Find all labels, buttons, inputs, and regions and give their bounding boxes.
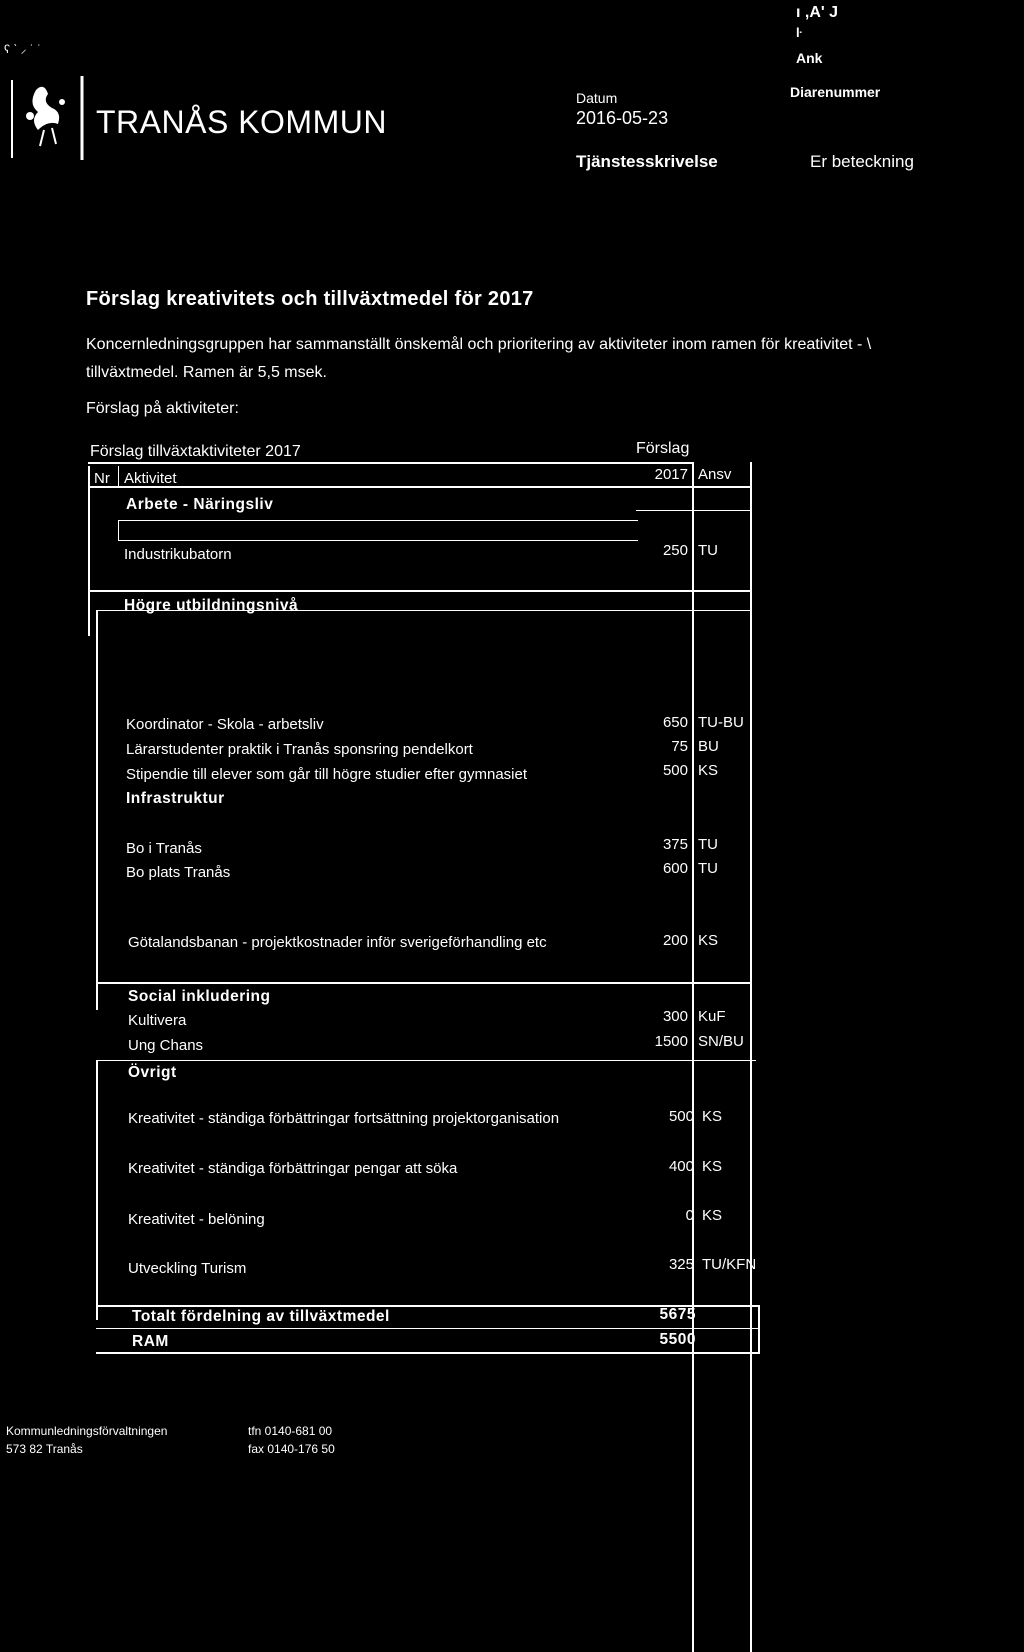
col-header-ansv: Ansv	[698, 466, 732, 483]
footer-address: 573 82 Tranås	[6, 1442, 83, 1456]
row-ansv: TU	[698, 836, 718, 853]
row-label: Kreativitet - ständiga förbättringar pengar att söka	[128, 1160, 458, 1177]
row-ansv: SN/BU	[698, 1033, 744, 1050]
section-label: Arbete - Näringsliv	[126, 496, 274, 513]
row-value: 75	[671, 738, 688, 755]
row-value: 200	[662, 932, 688, 949]
row-label: Kultivera	[128, 1012, 187, 1029]
total-label: Totalt fördelning av tillväxtmedel	[132, 1308, 390, 1325]
row-ansv: KS	[698, 932, 719, 949]
col-header-year: 2017	[654, 466, 688, 483]
section-label: Högre utbildningsnivå	[124, 597, 299, 614]
paragraph-line-3: Förslag på aktiviteter:	[86, 400, 239, 417]
corner-text-3: Ank	[796, 50, 823, 66]
row-label: Kreativitet - belöning	[128, 1211, 265, 1228]
row-value: 650	[662, 714, 688, 731]
row-label: Stipendie till elever som går till högre studier efter gymnasiet	[126, 766, 528, 783]
footer-org: Kommunledningsförvaltningen	[6, 1424, 168, 1438]
row-ansv: KuF	[698, 1008, 726, 1025]
date-value: 2016-05-23	[576, 108, 669, 128]
row-ansv: TU	[698, 542, 718, 559]
corner-text-1: ı ,A' J	[796, 4, 839, 21]
row-label: Ung Chans	[128, 1037, 204, 1054]
section-label: Social inkludering	[128, 988, 271, 1005]
ram-label: RAM	[132, 1333, 169, 1350]
table-title: Förslag tillväxtaktiviteter 2017	[90, 443, 301, 460]
forslag-header: Förslag	[636, 440, 690, 457]
document-type: Tjänstesskrivelse	[576, 152, 718, 171]
row-value: 375	[662, 836, 688, 853]
row-ansv: BU	[698, 738, 719, 755]
municipality-logo	[8, 72, 88, 162]
row-ansv: KS	[698, 762, 719, 779]
row-value: 1500	[654, 1033, 688, 1050]
footer-fax: fax 0140-176 50	[248, 1442, 335, 1456]
footer-phone: tfn 0140-681 00	[248, 1424, 333, 1438]
row-label: Koordinator - Skola - arbetsliv	[126, 716, 324, 733]
municipality-name: TRANÅS KOMMUN	[96, 104, 387, 140]
row-ansv: TU	[698, 860, 718, 877]
row-label: Lärarstudenter praktik i Tranås sponsring pendelkort	[126, 741, 473, 758]
row-value: 325	[668, 1256, 694, 1273]
corner-text-2: ŀ	[796, 25, 803, 40]
row-ansv: KS	[702, 1108, 723, 1125]
total-value: 5675	[659, 1306, 696, 1323]
row-value: 500	[668, 1108, 694, 1125]
paragraph-line-1: Koncernledningsgruppen har sammanställt önskemål och prioritering av aktiviteter inom ramen för kreativitet - \	[86, 336, 872, 353]
row-label: Utveckling Turism	[128, 1260, 247, 1277]
row-value: 600	[662, 860, 688, 877]
row-label: Kreativitet - ständiga förbättringar fortsättning projektorganisation	[128, 1110, 560, 1127]
col-header-aktivitet: Aktivitet	[124, 470, 177, 487]
row-ansv: KS	[702, 1158, 723, 1175]
section-label: Infrastruktur	[126, 790, 225, 807]
row-label: Industrikubatorn	[124, 546, 232, 563]
row-ansv: TU-BU	[698, 714, 744, 731]
row-ansv: KS	[702, 1207, 723, 1224]
row-value: 500	[662, 762, 688, 779]
row-value: 0	[685, 1207, 694, 1224]
row-value: 250	[662, 542, 688, 559]
row-label: Bo i Tranås	[126, 840, 202, 857]
date-label: Datum	[576, 90, 618, 106]
col-header-nr: Nr	[94, 470, 110, 487]
row-label: Götalandsbanan - projektkostnader inför sverigeförhandling etc	[128, 934, 547, 951]
er-beteckning: Er beteckning	[810, 152, 914, 171]
diarienummer-label: Diarenummer	[790, 84, 881, 100]
scan-artifact: ʕ ˋ ⸝ ˙ ˙	[4, 42, 42, 56]
row-value: 400	[668, 1158, 694, 1175]
section-label: Övrigt	[128, 1064, 177, 1081]
ram-value: 5500	[659, 1331, 696, 1348]
document-heading: Förslag kreativitets och tillväxtmedel för 2017	[86, 288, 534, 310]
row-value: 300	[662, 1008, 688, 1025]
paragraph-line-2: tillväxtmedel. Ramen är 5,5 msek.	[86, 364, 327, 381]
row-ansv: TU/KFN	[702, 1256, 757, 1273]
row-label: Bo plats Tranås	[126, 864, 231, 881]
